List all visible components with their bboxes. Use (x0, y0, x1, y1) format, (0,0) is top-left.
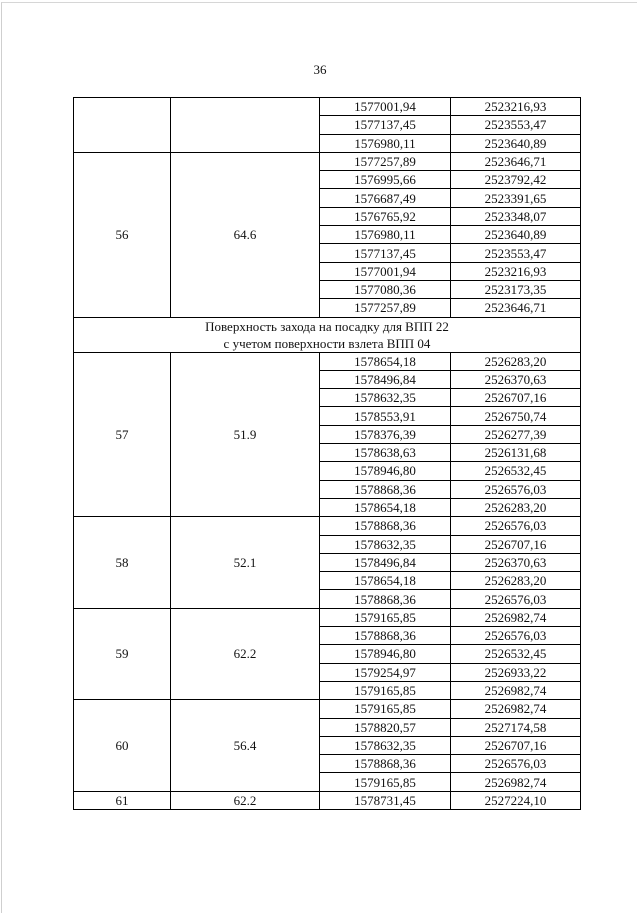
section-title-line: Поверхность захода на посадку для ВПП 22 (205, 318, 449, 334)
table-row (74, 152, 581, 170)
coordinate-x-cell: 1578496,84 (320, 553, 451, 571)
height-value-cell: 62.2 (171, 608, 320, 699)
object-number-cell: 58 (74, 517, 171, 608)
coordinate-y-cell: 2526982,74 (451, 608, 581, 626)
coordinate-x-cell: 1576687,49 (320, 189, 451, 207)
object-number-cell (74, 98, 171, 153)
coordinate-y-cell: 2526576,03 (451, 590, 581, 608)
section-header-row (74, 317, 581, 352)
coordinate-y-cell: 2523216,93 (451, 262, 581, 280)
coordinate-x-cell: 1578868,36 (320, 590, 451, 608)
object-number-cell: 57 (74, 352, 171, 517)
coordinate-x-cell: 1578553,91 (320, 407, 451, 425)
coordinate-x-cell: 1578632,35 (320, 736, 451, 754)
coordinate-y-cell: 2526576,03 (451, 517, 581, 535)
page-number: 36 (313, 62, 327, 77)
coordinate-x-cell: 1578946,80 (320, 645, 451, 663)
coordinate-x-cell: 1577080,36 (320, 280, 451, 298)
section-title (74, 317, 581, 352)
coordinate-y-cell: 2523646,71 (451, 299, 581, 317)
coordinate-y-cell: 2527174,58 (451, 718, 581, 736)
height-value-cell: 56.4 (171, 700, 320, 791)
coordinate-y-cell: 2526576,03 (451, 627, 581, 645)
coordinates-table (73, 97, 581, 810)
coordinates-table-body (74, 98, 581, 810)
table-row (74, 352, 581, 370)
coordinate-y-cell: 2526277,39 (451, 425, 581, 443)
coordinate-x-cell: 1578946,80 (320, 462, 451, 480)
coordinate-y-cell: 2526707,16 (451, 389, 581, 407)
table-row (74, 608, 581, 626)
coordinate-x-cell: 1579165,85 (320, 773, 451, 791)
coordinate-y-cell: 2526707,16 (451, 736, 581, 754)
coordinate-x-cell: 1578632,35 (320, 535, 451, 553)
coordinate-y-cell: 2526982,74 (451, 681, 581, 699)
coordinate-x-cell: 1578632,35 (320, 389, 451, 407)
table-row (74, 700, 581, 718)
coordinate-y-cell: 2523553,47 (451, 116, 581, 134)
section-title-line: с учетом поверхности взлета ВПП 04 (223, 335, 431, 351)
coordinate-x-cell: 1576980,11 (320, 134, 451, 152)
coordinate-x-cell: 1578868,36 (320, 517, 451, 535)
object-number-cell: 59 (74, 608, 171, 699)
object-number-cell: 56 (74, 152, 171, 317)
coordinate-y-cell: 2526982,74 (451, 773, 581, 791)
coordinate-x-cell: 1579254,97 (320, 663, 451, 681)
coordinate-x-cell: 1578868,36 (320, 480, 451, 498)
table-row (74, 517, 581, 535)
coordinate-y-cell: 2523792,42 (451, 171, 581, 189)
coordinate-y-cell: 2526283,20 (451, 572, 581, 590)
object-number-cell: 61 (74, 791, 171, 809)
coordinate-y-cell: 2526283,20 (451, 498, 581, 516)
coordinate-y-cell: 2526707,16 (451, 535, 581, 553)
coordinate-y-cell: 2523640,89 (451, 226, 581, 244)
coordinate-x-cell: 1578731,45 (320, 791, 451, 809)
coordinate-x-cell: 1577001,94 (320, 98, 451, 116)
coordinate-y-cell: 2523646,71 (451, 152, 581, 170)
height-value-cell (171, 98, 320, 153)
coordinate-y-cell: 2527224,10 (451, 791, 581, 809)
coordinate-x-cell: 1577137,45 (320, 244, 451, 262)
coordinate-x-cell: 1579165,85 (320, 608, 451, 626)
coordinate-y-cell: 2526982,74 (451, 700, 581, 718)
coordinate-x-cell: 1578496,84 (320, 370, 451, 388)
coordinate-x-cell: 1579165,85 (320, 700, 451, 718)
coordinate-x-cell: 1576980,11 (320, 226, 451, 244)
coordinate-x-cell: 1578638,63 (320, 444, 451, 462)
coordinate-x-cell: 1578654,18 (320, 572, 451, 590)
coordinate-x-cell: 1578868,36 (320, 627, 451, 645)
height-value-cell: 51.9 (171, 352, 320, 517)
coordinate-y-cell: 2526750,74 (451, 407, 581, 425)
coordinate-x-cell: 1578376,39 (320, 425, 451, 443)
coordinate-x-cell: 1577001,94 (320, 262, 451, 280)
coordinate-y-cell: 2526532,45 (451, 462, 581, 480)
coordinate-x-cell: 1577257,89 (320, 299, 451, 317)
coordinate-x-cell: 1577257,89 (320, 152, 451, 170)
coordinate-y-cell: 2526131,68 (451, 444, 581, 462)
height-value-cell: 52.1 (171, 517, 320, 608)
table-row (74, 791, 581, 809)
coordinate-y-cell: 2523553,47 (451, 244, 581, 262)
coordinate-x-cell: 1578868,36 (320, 755, 451, 773)
height-value-cell: 62.2 (171, 791, 320, 809)
coordinate-x-cell: 1578654,18 (320, 498, 451, 516)
coordinate-y-cell: 2526370,63 (451, 370, 581, 388)
coordinate-y-cell: 2526370,63 (451, 553, 581, 571)
coordinate-x-cell: 1577137,45 (320, 116, 451, 134)
coordinate-y-cell: 2523216,93 (451, 98, 581, 116)
coordinate-x-cell: 1576995,66 (320, 171, 451, 189)
coordinate-y-cell: 2523391,65 (451, 189, 581, 207)
coordinate-y-cell: 2523173,35 (451, 280, 581, 298)
table-row (74, 98, 581, 116)
coordinate-x-cell: 1576765,92 (320, 207, 451, 225)
object-number-cell: 60 (74, 700, 171, 791)
coordinate-y-cell: 2526283,20 (451, 352, 581, 370)
coordinate-y-cell: 2526576,03 (451, 755, 581, 773)
coordinate-y-cell: 2523348,07 (451, 207, 581, 225)
coordinate-x-cell: 1578820,57 (320, 718, 451, 736)
coordinate-y-cell: 2526576,03 (451, 480, 581, 498)
coordinate-x-cell: 1579165,85 (320, 681, 451, 699)
coordinate-x-cell: 1578654,18 (320, 352, 451, 370)
coordinate-y-cell: 2526532,45 (451, 645, 581, 663)
coordinate-y-cell: 2523640,89 (451, 134, 581, 152)
height-value-cell: 64.6 (171, 152, 320, 317)
coordinate-y-cell: 2526933,22 (451, 663, 581, 681)
